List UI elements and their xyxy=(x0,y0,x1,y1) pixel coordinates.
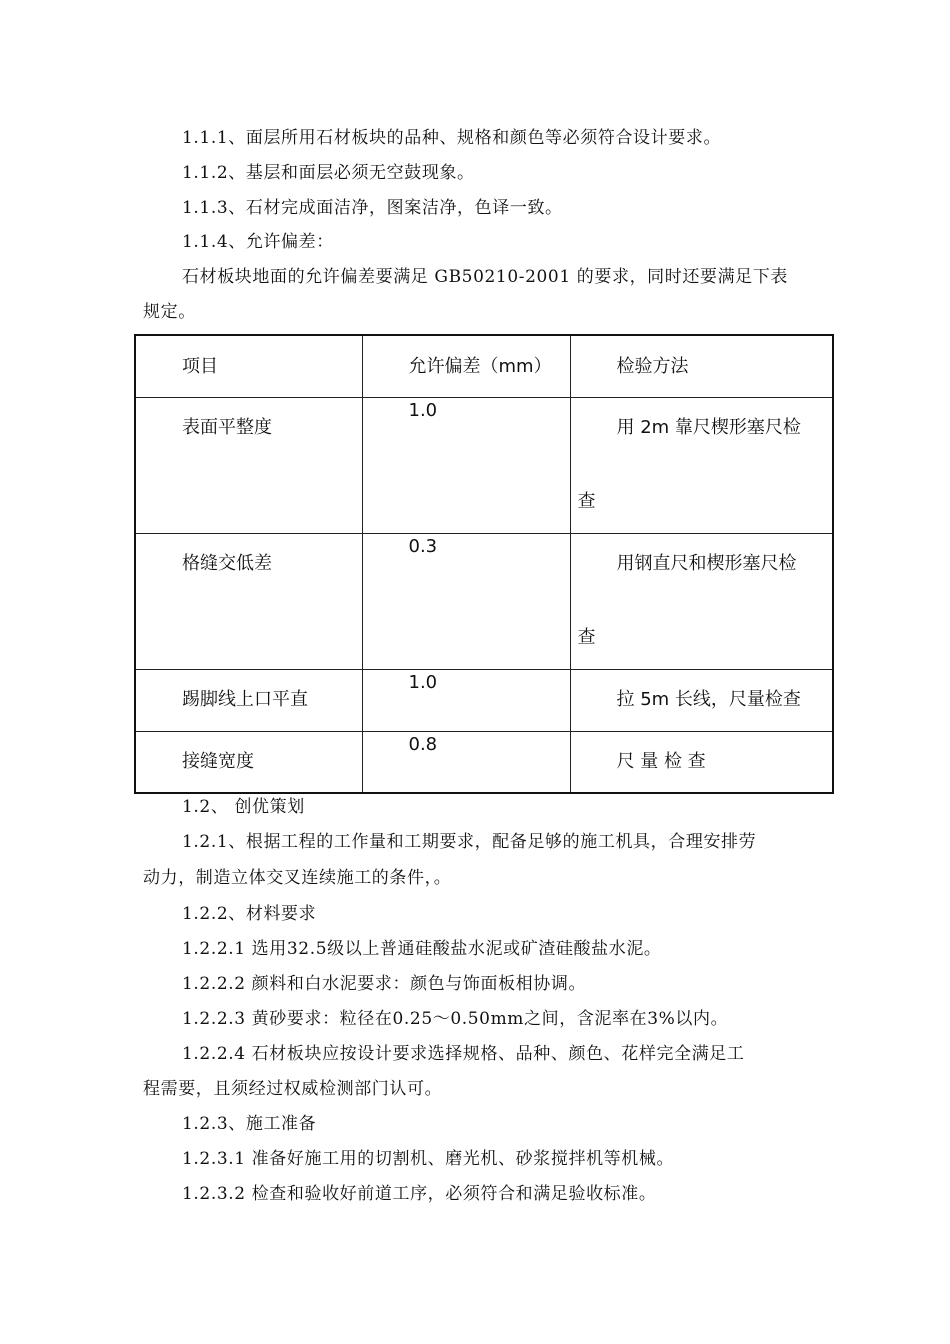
tolerance-table xyxy=(134,334,834,794)
paragraph-1-2-3-2: 1.2.3.2 检查和验收好前道工序，必须符合和满足验收标准。 xyxy=(182,1184,657,1204)
method-text-line1: 用钢直尺和楔形塞尺检 xyxy=(616,552,797,574)
paragraph-intro-line2: 规定。 xyxy=(143,302,196,322)
paragraph-1-1-1: 1.1.1、面层所用石材板块的品种、规格和颜色等必须符合设计要求。 xyxy=(182,128,722,148)
cell-item xyxy=(135,397,362,533)
cell-method xyxy=(570,397,833,533)
paragraph-1-2-2: 1.2.2、材料要求 xyxy=(182,904,317,924)
cell-item xyxy=(135,533,362,669)
method-text-line1: 用 2m 靠尺楔形塞尺检 xyxy=(616,416,801,438)
header-cell-tolerance xyxy=(362,335,570,397)
method-text-line1: 拉 5m 长线，尺量检查 xyxy=(616,688,801,710)
tolerance-value: 1.0 xyxy=(408,399,438,421)
paragraph-1-2-2-2: 1.2.2.2 颜料和白水泥要求：颜色与饰面板相协调。 xyxy=(182,974,587,994)
method-text-line2: 查 xyxy=(577,626,596,648)
paragraph-1-2-3: 1.2.3、施工准备 xyxy=(182,1114,317,1134)
cell-tolerance xyxy=(362,669,570,731)
cell-method xyxy=(570,533,833,669)
table-row xyxy=(135,397,833,533)
table-row xyxy=(135,533,833,669)
paragraph-1-1-2: 1.1.2、基层和面层必须无空鼓现象。 xyxy=(182,163,475,183)
header-item-label: 项目 xyxy=(182,356,218,377)
item-label: 踢脚线上口平直 xyxy=(182,688,308,710)
item-label: 接缝宽度 xyxy=(182,750,254,772)
table-header-row xyxy=(135,335,833,397)
paragraph-1-2-1-line2: 动力，制造立体交叉连续施工的条件，。 xyxy=(143,868,452,888)
cell-tolerance xyxy=(362,397,570,533)
cell-tolerance xyxy=(362,533,570,669)
paragraph-1-2-2-4-line2: 程需要，且须经过权威检测部门认可。 xyxy=(143,1079,443,1099)
cell-method xyxy=(570,731,833,793)
tolerance-value: 1.0 xyxy=(408,671,438,693)
tolerance-value: 0.8 xyxy=(408,733,438,755)
paragraph-intro-line1: 石材板块地面的允许偏差要满足 GB50210-2001 的要求，同时还要满足下表 xyxy=(182,267,788,287)
paragraph-1-2-2-4-line1: 1.2.2.4 石材板块应按设计要求选择规格、品种、颜色、花样完全满足工 xyxy=(182,1044,745,1064)
table-row xyxy=(135,731,833,793)
paragraph-1-1-4: 1.1.4、允许偏差： xyxy=(182,232,334,252)
method-text-line2: 查 xyxy=(577,490,596,512)
header-method-label: 检验方法 xyxy=(616,356,689,377)
cell-item xyxy=(135,669,362,731)
paragraph-1-2-1-line1: 1.2.1、根据工程的工作量和工期要求，配备足够的施工机具，合理安排劳 xyxy=(182,832,757,852)
header-cell-item xyxy=(135,335,362,397)
cell-item xyxy=(135,731,362,793)
header-tolerance-label: 允许偏差（mm） xyxy=(408,356,552,377)
section-1-2-heading: 1.2、 创优策划 xyxy=(182,797,305,817)
paragraph-1-2-2-3: 1.2.2.3 黄砂要求：粒径在0.25～0.50mm之间，含泥率在3%以内。 xyxy=(182,1009,729,1029)
header-cell-method xyxy=(570,335,833,397)
cell-tolerance xyxy=(362,731,570,793)
cell-method xyxy=(570,669,833,731)
method-text-line1: 尺 量 检 查 xyxy=(616,750,706,772)
tolerance-value: 0.3 xyxy=(408,535,438,557)
item-label: 格缝交低差 xyxy=(182,552,272,574)
table-row xyxy=(135,669,833,731)
paragraph-1-2-3-1: 1.2.3.1 准备好施工用的切割机、磨光机、砂浆搅拌机等机械。 xyxy=(182,1149,675,1169)
paragraph-1-2-2-1: 1.2.2.1 选用32.5级以上普通硅酸盐水泥或矿渣硅酸盐水泥。 xyxy=(182,939,662,959)
item-label: 表面平整度 xyxy=(182,416,272,438)
paragraph-1-1-3: 1.1.3、石材完成面洁净，图案洁净，色译一致。 xyxy=(182,198,563,218)
